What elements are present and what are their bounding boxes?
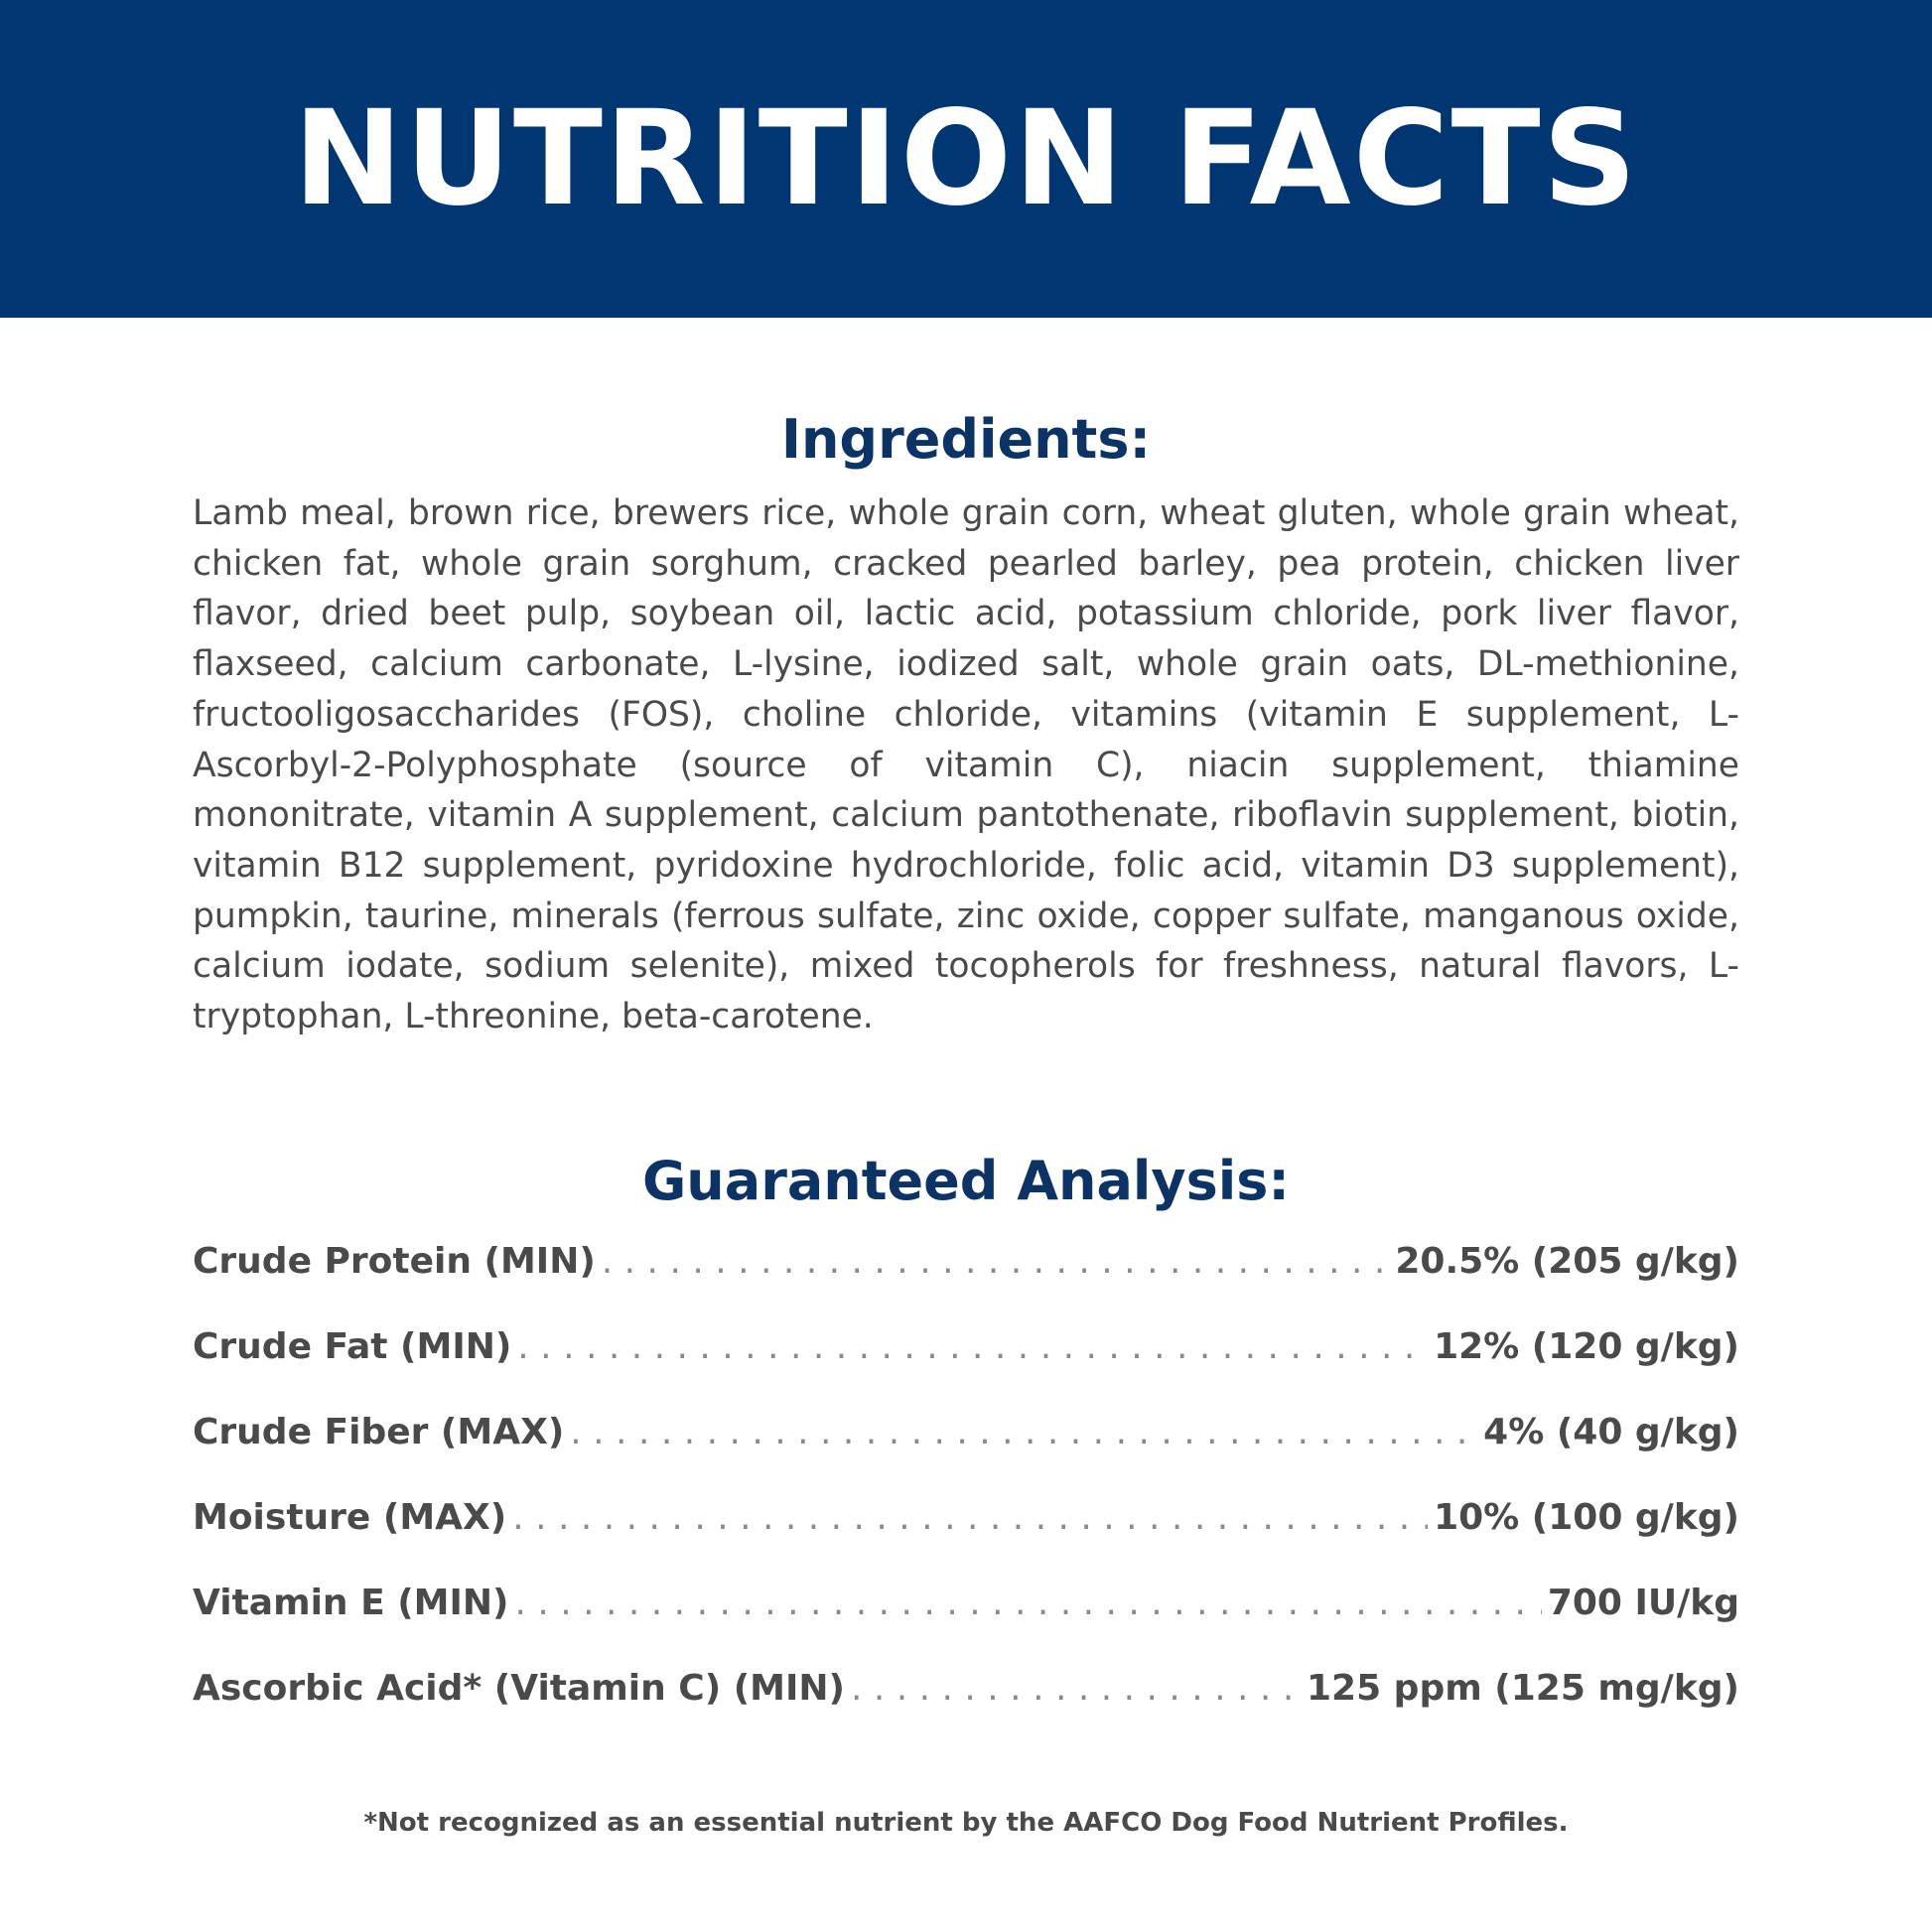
analysis-row-vitamin-e [193, 1583, 1739, 1668]
analysis-label: Crude Fiber (MAX) [193, 1412, 565, 1452]
analysis-row-ascorbic-acid [193, 1668, 1739, 1753]
guaranteed-analysis-table [193, 1241, 1739, 1753]
footnote: *Not recognized as an essential nutrient by the AAFCO Dog Food Nutrient Profiles. [363, 1808, 1569, 1838]
ingredients-heading: Ingredients: [780, 408, 1152, 471]
analysis-label: Vitamin E (MIN) [193, 1583, 509, 1623]
analysis-label: Crude Protein (MIN) [193, 1241, 596, 1282]
analysis-row-crude-fat [193, 1326, 1739, 1412]
analysis-label: Moisture (MAX) [193, 1497, 507, 1538]
analysis-value: 700 IU/kg [1547, 1583, 1739, 1623]
analysis-value: 20.5% (205 g/kg) [1395, 1241, 1739, 1282]
header-banner [0, 0, 1932, 318]
dot-leader [514, 1583, 1541, 1623]
analysis-value: 10% (100 g/kg) [1434, 1497, 1739, 1538]
page-title: NUTRITION FACTS [293, 82, 1639, 235]
dot-leader [602, 1241, 1390, 1282]
ingredients-list: Lamb meal, brown rice, brewers rice, whole grain corn, wheat gluten, whole grain wheat, chicken fat, whole grain sorghum, cracked pearled barley, pea protein, chicken liver flavor, dried beet pulp, soybean oil, lactic acid, potassium chloride, pork liver flavor, flaxseed, calcium carbonate, L-lysine, iodized salt, whole grain oats, DL-methionine, fructooligosaccharides (FOS), choline chloride, vitamins (vitamin E supplement, L-Ascorbyl-2-Polyphosphate (source of vitamin C), niacin supplement, thiamine mononitrate, vitamin A supplement, calcium pantothenate, riboflavin supplement, biotin, vitamin B12 supplement, pyridoxine hydrochloride, folic acid, vitamin D3 supplement), pumpkin, taurine, minerals (ferrous sulfate, zinc oxide, copper sulfate, manganous oxide, calcium iodate, sodium selenite), mixed tocopherols for freshness, natural flavors, L-tryptophan, L-threonine, beta-carotene. [193, 493, 1739, 1037]
dot-leader [570, 1412, 1477, 1452]
analysis-value: 4% (40 g/kg) [1483, 1412, 1739, 1452]
analysis-value: 125 ppm (125 mg/kg) [1307, 1668, 1739, 1709]
analysis-label: Crude Fat (MIN) [193, 1326, 512, 1367]
dot-leader [517, 1326, 1428, 1367]
analysis-row-crude-protein [193, 1241, 1739, 1326]
dot-leader [851, 1668, 1301, 1709]
guaranteed-analysis-heading: Guaranteed Analysis: [641, 1150, 1290, 1212]
analysis-row-moisture [193, 1497, 1739, 1583]
analysis-label: Ascorbic Acid* (Vitamin C) (MIN) [193, 1668, 845, 1709]
analysis-value: 12% (120 g/kg) [1434, 1326, 1739, 1367]
analysis-row-crude-fiber [193, 1412, 1739, 1497]
dot-leader [512, 1497, 1428, 1538]
